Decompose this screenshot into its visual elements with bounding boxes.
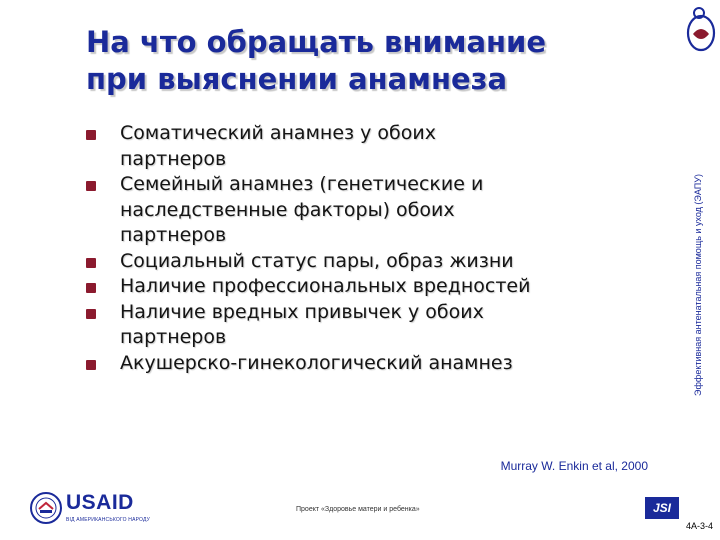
citation: Murray W. Enkin et al, 2000 xyxy=(500,459,648,473)
usaid-logo xyxy=(30,490,160,528)
bullet-item xyxy=(86,121,646,172)
bullet-item xyxy=(86,300,646,351)
bullet-line: Наличие вредных привычек у обоих xyxy=(120,300,484,323)
bullet-line: Социальный статус пары, образ жизни xyxy=(120,249,514,272)
square-bullet-icon xyxy=(86,283,96,293)
bullet-item xyxy=(86,249,646,275)
usaid-wordmark: USAID xyxy=(66,491,134,514)
mother-child-logo-icon xyxy=(684,4,718,54)
bullet-line: Соматический анамнез у обоих xyxy=(120,122,436,144)
bullet-line: наследственные факторы) обоих xyxy=(120,198,455,221)
bullet-item xyxy=(86,172,646,249)
slide-title-line-1: На что обращать внимание xyxy=(86,25,547,59)
square-bullet-icon xyxy=(86,360,96,370)
bullet-item xyxy=(86,274,646,300)
project-name: Проект «Здоровье матери и ребенка» xyxy=(296,506,420,513)
side-caption: Эффективная антенатальная помощь и уход (ЭАПУ) xyxy=(693,174,703,396)
square-bullet-icon xyxy=(86,309,96,319)
bullet-line: Семейный анамнез (генетические и xyxy=(120,173,484,195)
slide-code: 4A-3-4 xyxy=(686,521,714,531)
usaid-subtitle: ВІД АМЕРИКАНСЬКОГО НАРОДУ xyxy=(66,517,151,523)
bullet-item xyxy=(86,351,646,377)
bullet-line: партнеров xyxy=(120,147,227,170)
usaid-seal-icon xyxy=(30,492,62,524)
square-bullet-icon xyxy=(86,130,96,140)
bullet-list xyxy=(86,121,646,376)
slide-title-line-2: при выяснении анамнеза xyxy=(86,62,508,96)
square-bullet-icon xyxy=(86,181,96,191)
bullet-line: партнеров xyxy=(120,224,227,246)
bullet-line: Акушерско-гинекологический анамнез xyxy=(120,351,513,374)
slide-title xyxy=(86,24,646,98)
bullet-line: Наличие профессиональных вредностей xyxy=(120,275,531,297)
bullet-line: партнеров xyxy=(120,326,227,348)
jsi-logo: JSI xyxy=(645,497,679,519)
square-bullet-icon xyxy=(86,258,96,268)
